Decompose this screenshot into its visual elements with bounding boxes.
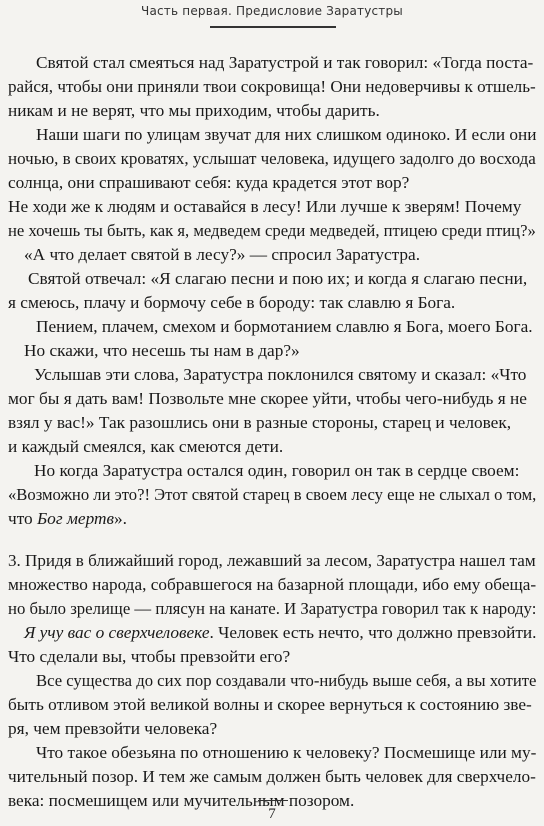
text-line: и каждый смеялся, как смеются дети. — [8, 437, 284, 456]
text-line: Но когда Заратустра остался один, говорил он так в сердце своем: — [34, 461, 520, 480]
text-line: Я учу вас о сверхчеловеке. Человек есть нечто, что должно превзойти. — [24, 623, 537, 642]
running-head: Часть первая. Предисловие Заратустры — [141, 4, 403, 18]
text-line: райся, чтобы они приняли твои сокровища! Они недоверчивы к отшель- — [8, 77, 536, 96]
text-line: Не ходи же к людям и оставайся в лесу! Или лучше к зверям! Почему — [8, 197, 522, 216]
text-line: никам и не верят, что мы приходим, чтобы дарить. — [8, 101, 380, 120]
text-line: мог бы я дать вам! Позвольте мне скорее уйти, чтобы чего-нибудь я не — [8, 389, 527, 408]
text-line: Наши шаги по улицам звучат для них слишком одиноко. И если они — [36, 125, 537, 144]
text-line: я смеюсь, плачу и бормочу себе в бороду: так славлю я Бога. — [8, 293, 456, 312]
text-line: что Бог мертв». — [8, 509, 127, 528]
text-line: солнца, они спрашивают себя: куда крадется этот вор? — [8, 173, 410, 192]
text-line: ря, чем превзойти человека? — [8, 719, 218, 738]
text-line: не хочешь ты быть, как я, медведем среди медведей, птицею среди птиц?» — [8, 221, 536, 240]
page-number: 7 — [268, 806, 276, 822]
text-line: взял у вас!» Так разошлись они в разные стороны, старец и человек, — [8, 413, 512, 432]
text-line: но было зрелище — плясун на канате. И Заратустра говорил так к народу: — [8, 599, 537, 618]
text-line: «Возможно ли это?! Этот святой старец в своем лесу еще не слыхал о том, — [8, 485, 537, 504]
text-line: Услышав эти слова, Заратустра поклонился святому и сказал: «Что — [34, 365, 527, 384]
text-line: быть отливом этой великой волны и скорее вернуться к состоянию зве- — [8, 695, 532, 714]
text-line: Что такое обезьяна по отношению к человеку? Посмешище или му- — [36, 743, 537, 762]
text-line: «А что делает святой в лесу?» — спросил Заратустра. — [24, 245, 421, 264]
text-line: века: посмешищем или мучительным позором. — [8, 791, 355, 810]
text-line: чительный позор. И тем же самым должен быть человек для сверхчело- — [8, 767, 536, 786]
text-line: 3. Придя в ближайший город, лежавший за лесом, Заратустра нашел там — [8, 551, 536, 570]
footer-rule — [258, 800, 288, 801]
text-line: Но скажи, что несешь ты нам в дар?» — [24, 341, 300, 360]
text-line: Пением, плачем, смехом и бормотанием славлю я Бога, моего Бога. — [36, 317, 533, 336]
text-line: Что сделали вы, чтобы превзойти его? — [8, 647, 291, 666]
text-line: ночью, в своих кроватях, услышат человека, идущего задолго до восхода — [8, 149, 536, 168]
emphasis: Бог мертв — [36, 509, 114, 528]
text-line: Святой стал смеяться над Заратустрой и так говорил: «Тогда поста- — [36, 53, 534, 72]
text-line: Все существа до сих пор создавали что-нибудь выше себя, а вы хотите — [36, 671, 537, 690]
emphasis: Я учу вас о сверхчеловеке — [24, 623, 210, 642]
text-line: Святой отвечал: «Я слагаю песни и пою их; и когда я слагаю песни, — [28, 269, 528, 288]
text-line: множество народа, собравшегося на базарной площади, ибо ему обеща- — [8, 575, 537, 594]
header-rule — [210, 26, 336, 28]
